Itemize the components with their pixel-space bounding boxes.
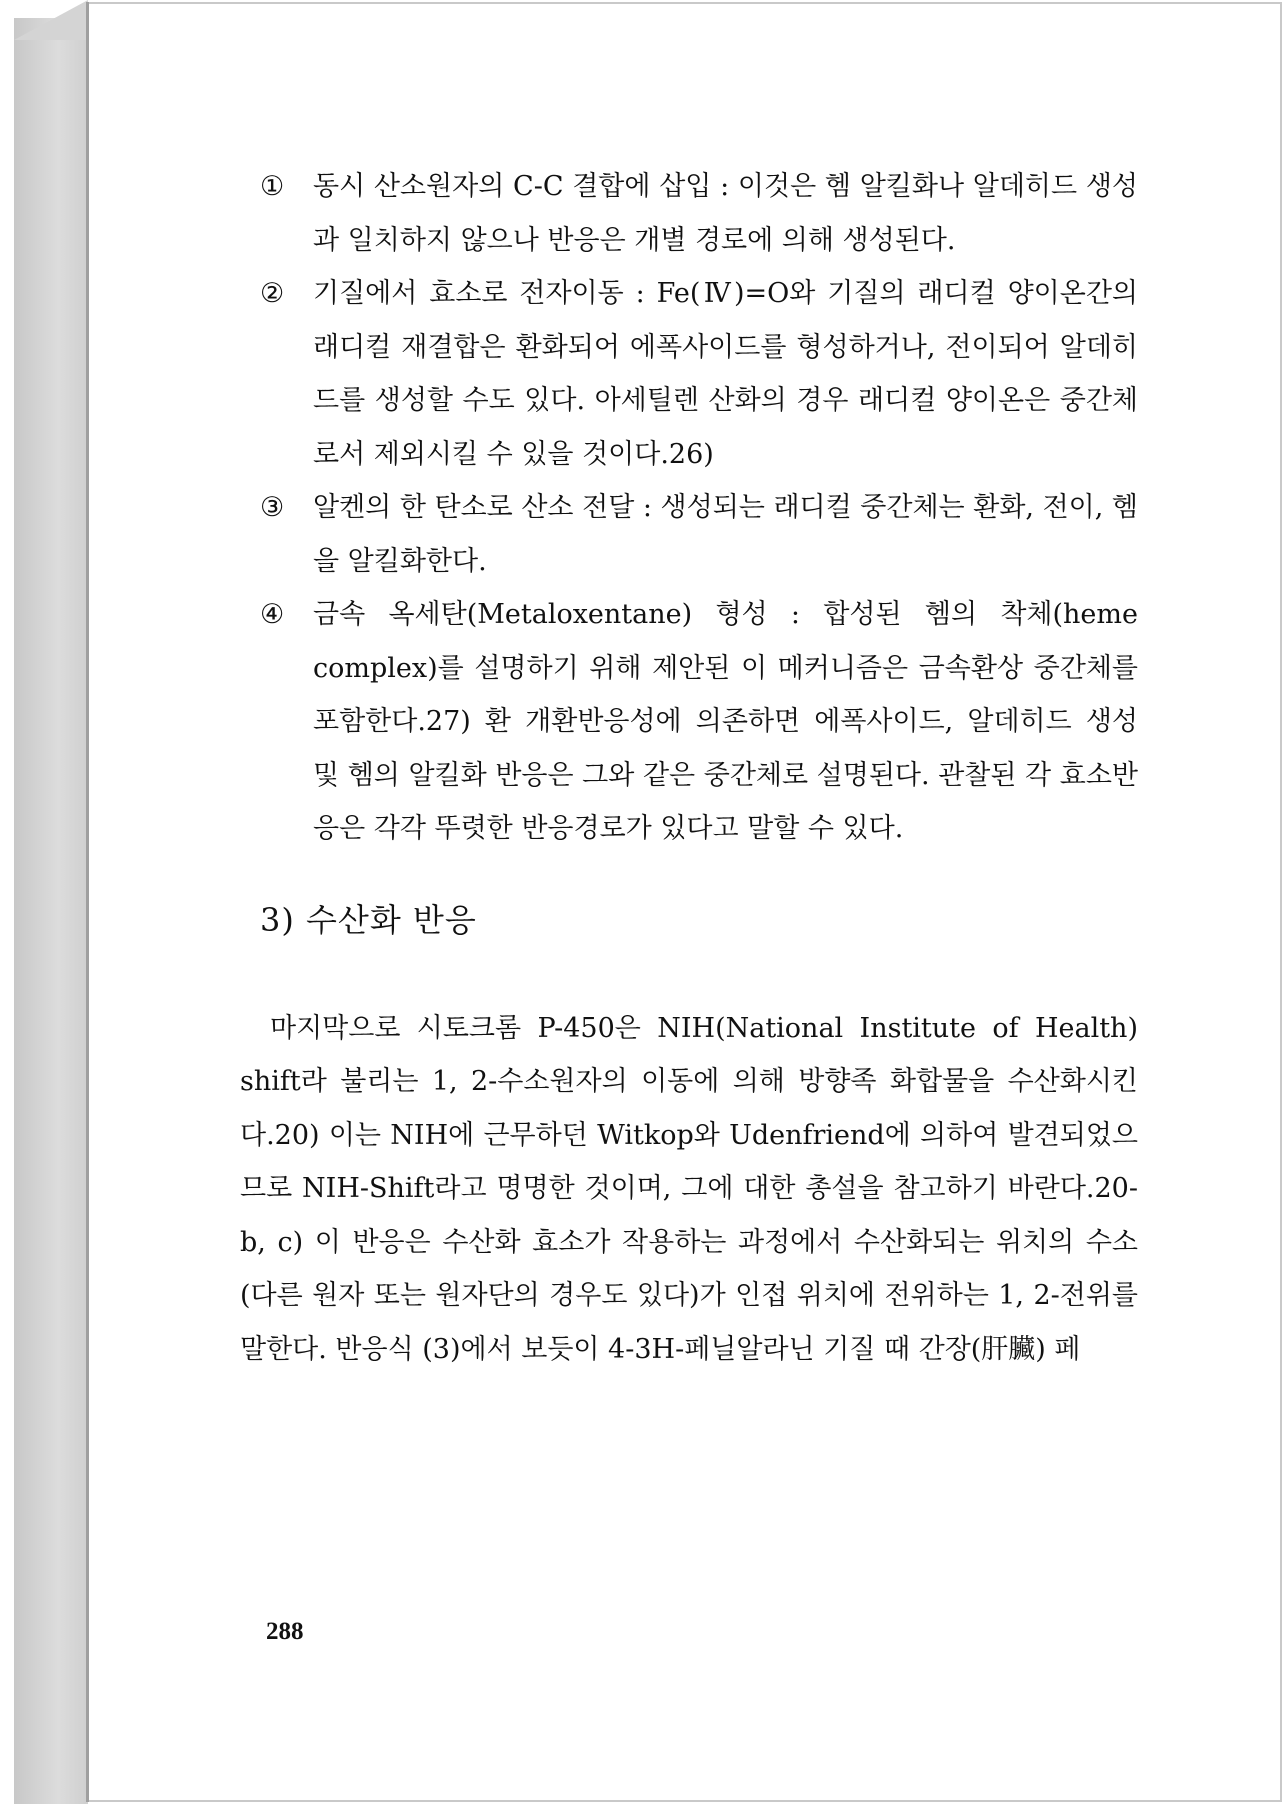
page-number: 288 [266,1618,304,1645]
list-item-number: ② [260,278,285,309]
list-item-text: 금속 옥세탄(Metaloxentane) 형성 : 합성된 헴의 착체(heme complex)를 설명하기 위해 제안된 이 메커니즘은 금속환상 중간체를 포함한다.27) 환 개환반응성에 의존하면 에폭사이드, 알데히드 생성 및 헴의 알킬화 반응은 그와 같은 중간체로 설명된다. 관찰된 각 효소반응은 각각 뚜렷한 반응경로가 있다고 말할 수 있다. [313,599,1138,844]
list-item [240,160,1138,267]
book-spine [14,18,88,1804]
list-item-text: 알켄의 한 탄소로 산소 전달 : 생성되는 래디컬 중간체는 환화, 전이, 헴을 알킬화한다. [313,492,1138,577]
book-spine-top [14,0,88,40]
list-item-number: ④ [260,599,285,630]
page-edge [86,2,89,1802]
list-item-text: 동시 산소원자의 C-C 결합에 삽입 : 이것은 헴 알킬화나 알데히드 생성과 일치하지 않으나 반응은 개별 경로에 의해 생성된다. [313,171,1138,256]
list-item-number: ③ [260,492,285,523]
section-heading: 3) 수산화 반응 [260,900,477,939]
list-item [240,588,1138,856]
body-paragraph: 마지막으로 시토크롬 P-450은 NIH(National Institute of Health) shift라 불리는 1, 2-수소원자의 이동에 의해 방향족 화합물을 수산화시킨다.20) 이는 NIH에 근무하던 Witkop와 Udenfriend에 의하여 발견되었으므로 NIH-Shift라고 명명한 것이며, 그에 대한 총설을 참고하기 바란다.20-b, c) 이 반응은 수산화 효소가 작용하는 과정에서 수산화되는 위치의 수소(다른 원자 또는 원자단의 경우도 있다)가 인접 위치에 전위하는 1, 2-전위를 말한다. 반응식 (3)에서 보듯이 4-3H-페닐알라닌 기질 때 간장(肝臟) 페 [240,1012,1138,1365]
list-item-text: 기질에서 효소로 전자이동 : Fe(Ⅳ)=O와 기질의 래디컬 양이온간의 래디컬 재결합은 환화되어 에폭사이드를 형성하거나, 전이되어 알데히드를 생성할 수도 있다. 아세틸렌 산화의 경우 래디컬 양이온은 중간체로서 제외시킬 수 있을 것이다.26) [313,278,1138,470]
list-item [240,267,1138,481]
list-item [240,481,1138,588]
page-content [240,160,1138,1376]
list-item-number: ① [260,171,285,202]
